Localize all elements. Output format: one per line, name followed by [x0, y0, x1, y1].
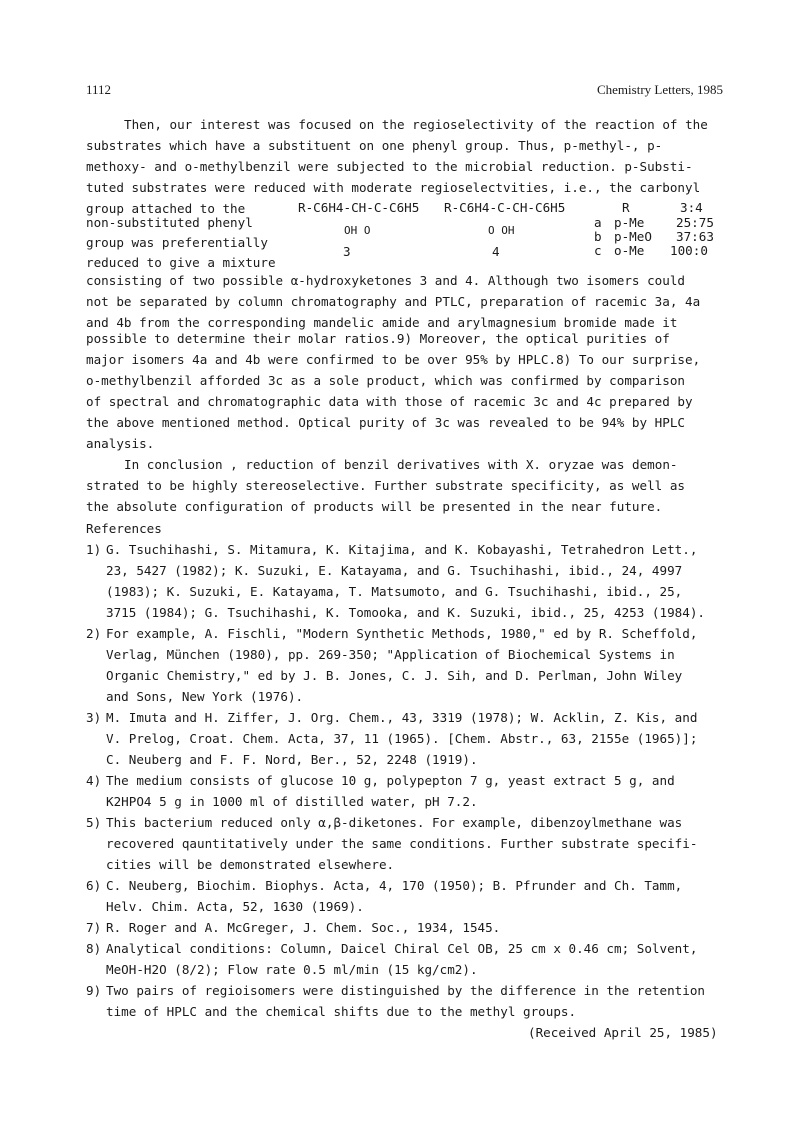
text-line: non-substituted phenyl [86, 215, 253, 230]
references-title: References [86, 521, 162, 536]
reference-line: V. Prelog, Croat. Chem. Acta, 37, 11 (1965). [Chem. Abstr., 63, 2155e (1965)]; [106, 731, 698, 746]
text-line: and 4b from the corresponding mandelic amide and arylmagnesium bromide made it [86, 315, 678, 330]
received-date: (Received April 25, 1985) [528, 1025, 718, 1040]
text-line: of spectral and chromatographic data with those of racemic 3c and 4c prepared by [86, 394, 693, 409]
reference-line: time of HPLC and the chemical shifts due to the methyl groups. [106, 1004, 577, 1019]
table-row-id: a [594, 215, 602, 230]
text-line: methoxy- and o-methylbenzil were subjected to the microbial reduction. p-Substi- [86, 159, 693, 174]
reference-line: Helv. Chim. Acta, 52, 1630 (1969). [106, 899, 364, 914]
reference-number: 9) [86, 983, 102, 998]
reference-number: 2) [86, 626, 102, 641]
reference-line: and Sons, New York (1976). [106, 689, 304, 704]
text-line: not be separated by column chromatography and PTLC, preparation of racemic 3a, 4a [86, 294, 701, 309]
reference-line: 3715 (1984); G. Tsuchihashi, K. Tomooka, and K. Suzuki, ibid., 25, 4253 (1984). [106, 605, 705, 620]
reference-line: M. Imuta and H. Ziffer, J. Org. Chem., 43, 3319 (1978); W. Acklin, Z. Kis, and [106, 710, 698, 725]
text-line: substrates which have a substituent on one phenyl group. Thus, p-methyl-, p- [86, 138, 663, 153]
compound-3-formula: R-C6H4-CH-C-C6H5 [298, 200, 420, 215]
reference-line: Two pairs of regioisomers were distinguished by the difference in the retention [106, 983, 705, 998]
table-row-r: p-Me [614, 215, 645, 230]
text-line: Then, our interest was focused on the regioselectivity of the reaction of the [124, 117, 708, 132]
reference-line: For example, A. Fischli, "Modern Synthetic Methods, 1980," ed by R. Scheffold, [106, 626, 698, 641]
reference-line: MeOH-H2O (8/2); Flow rate 0.5 ml/min (15 kg/cm2). [106, 962, 478, 977]
table-row-r: o-Me [614, 243, 645, 258]
reference-line: C. Neuberg, Biochim. Biophys. Acta, 4, 170 (1950); B. Pfrunder and Ch. Tamm, [106, 878, 683, 893]
reference-line: (1983); K. Suzuki, E. Katayama, T. Matsumoto, and G. Tsuchihashi, ibid., 25, [106, 584, 683, 599]
reference-number: 7) [86, 920, 102, 935]
table-header-r: R [622, 200, 630, 215]
compound-4-formula: R-C6H4-C-CH-C6H5 [444, 200, 566, 215]
reference-line: The medium consists of glucose 10 g, polypepton 7 g, yeast extract 5 g, and [106, 773, 675, 788]
page-number: 1112 [86, 82, 112, 97]
reference-line: C. Neuberg and F. F. Nord, Ber., 52, 2248 (1919). [106, 752, 478, 767]
table-row-ratio: 100:0 [670, 243, 708, 258]
text-line: consisting of two possible α-hydroxyketones 3 and 4. Although two isomers could [86, 273, 685, 288]
reference-line: 23, 5427 (1982); K. Suzuki, E. Katayama, and G. Tsuchihashi, ibid., 24, 4997 [106, 563, 683, 578]
reference-number: 4) [86, 773, 102, 788]
reference-line: Verlag, München (1980), pp. 269-350; "Application of Biochemical Systems in [106, 647, 675, 662]
text-line: the absolute configuration of products will be presented in the near future. [86, 499, 663, 514]
text-line: group was preferentially [86, 235, 268, 250]
compound-3-substituents: OH O [344, 224, 371, 237]
reference-line: R. Roger and A. McGreger, J. Chem. Soc., 1934, 1545. [106, 920, 501, 935]
compound-3-label: 3 [343, 244, 351, 259]
table-header-ratio: 3:4 [680, 200, 703, 215]
table-row-id: c [594, 243, 602, 258]
text-line: In conclusion , reduction of benzil derivatives with X. oryzae was demon- [124, 457, 678, 472]
text-line: possible to determine their molar ratios.9) Moreover, the optical purities of [86, 331, 670, 346]
reference-line: Analytical conditions: Column, Daicel Chiral Cel OB, 25 cm x 0.46 cm; Solvent, [106, 941, 698, 956]
reference-number: 5) [86, 815, 102, 830]
reference-line: This bacterium reduced only α,β-diketones. For example, dibenzoylmethane was [106, 815, 683, 830]
text-line: major isomers 4a and 4b were confirmed to be over 95% by HPLC.8) To our surprise, [86, 352, 701, 367]
text-line: tuted substrates were reduced with moderate regioselectvities, i.e., the carbonyl [86, 180, 701, 195]
reference-line: G. Tsuchihashi, S. Mitamura, K. Kitajima, and K. Kobayashi, Tetrahedron Lett., [106, 542, 698, 557]
reference-number: 3) [86, 710, 102, 725]
text-line: group attached to the [86, 201, 246, 216]
reference-line: Organic Chemistry," ed by J. B. Jones, C. J. Sih, and D. Perlman, John Wiley [106, 668, 683, 683]
text-line: reduced to give a mixture [86, 255, 276, 270]
text-line: the above mentioned method. Optical purity of 3c was revealed to be 94% by HPLC [86, 415, 685, 430]
table-row-ratio: 25:75 [676, 215, 714, 230]
running-header: Chemistry Letters, 1985 [596, 82, 723, 97]
reference-line: recovered qauntitatively under the same conditions. Further substrate specifi- [106, 836, 698, 851]
table-row-r: p-MeO [614, 229, 652, 244]
text-line: strated to be highly stereoselective. Further substrate specificity, as well as [86, 478, 685, 493]
reference-number: 6) [86, 878, 102, 893]
table-row-id: b [594, 229, 602, 244]
compound-4-substituents: O OH [488, 224, 515, 237]
compound-4-label: 4 [492, 244, 500, 259]
reference-line: K2HPO4 5 g in 1000 ml of distilled water, pH 7.2. [106, 794, 478, 809]
text-line: o-methylbenzil afforded 3c as a sole product, which was confirmed by comparison [86, 373, 685, 388]
reference-number: 1) [86, 542, 102, 557]
reference-number: 8) [86, 941, 102, 956]
table-row-ratio: 37:63 [676, 229, 714, 244]
reference-line: cities will be demonstrated elsewhere. [106, 857, 395, 872]
text-line: analysis. [86, 436, 155, 451]
